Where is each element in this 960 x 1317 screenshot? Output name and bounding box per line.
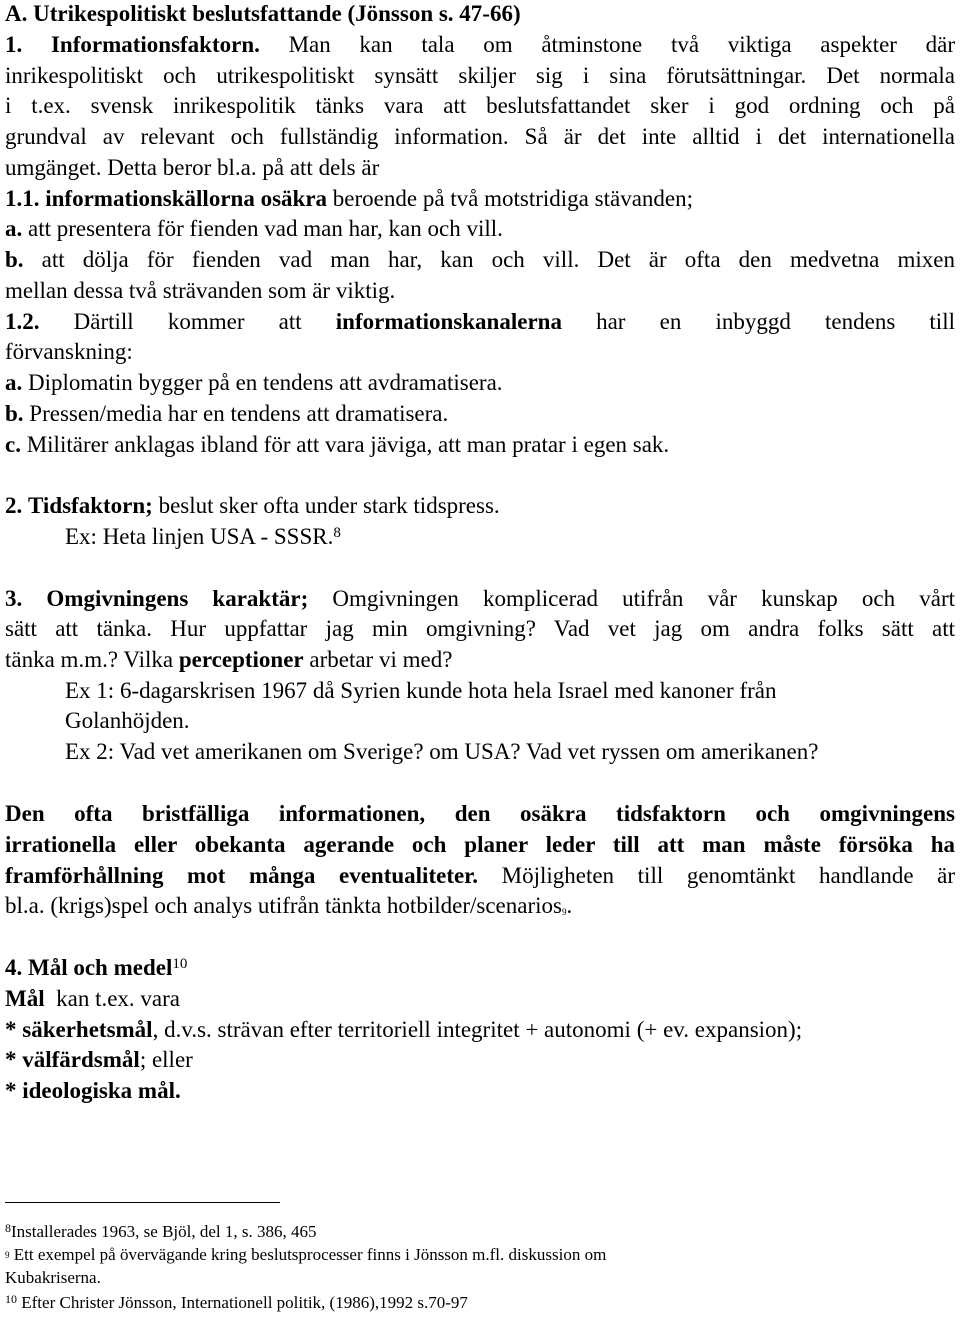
footnote-ref-9: 9 (561, 907, 567, 917)
para-2: 2. Tidsfaktorn; beslut sker ofta under stark tidspress. (5, 493, 500, 518)
para-4-mal: Mål kan t.ex. vara (5, 986, 180, 1011)
footnote-ref-8: 8 (333, 525, 341, 541)
subsection-1-2-c: c. Militärer anklagas ibland för att vara jäviga, att man pratar i egen sak. (5, 432, 670, 457)
para-1-line-5: umgänget. Detta beror bl.a. på att dels är (5, 155, 380, 180)
subsection-1-1-a: a. att presentera för fienden vad man har, kan och vill. (5, 216, 503, 241)
para-3-ex1-line-1: Ex 1: 6-dagarskrisen 1967 då Syrien kunde hota hela Israel med kanoner från (65, 678, 777, 703)
para-1-line-4: grundval av relevant och fullständig information. Så är det inte alltid i det internationella (5, 124, 955, 149)
footnote-9-line-2: Kubakriserna. (5, 1268, 101, 1287)
footnote-8: $^8$Installerades 1963, se Bjöl, del 1, s. 386, 465 (5, 1221, 317, 1241)
para-3-ex2: Ex 2: Vad vet amerikanen om Sverige? om USA? Vad vet ryssen om amerikanen? (65, 739, 819, 764)
subsection-1-2-b: b. Pressen/media har en tendens att dramatisera. (5, 401, 449, 426)
para-2-example: Ex: Heta linjen USA - SSSR.$^8$ (65, 524, 341, 549)
subsection-1-1: 1.1. informationskällorna osäkra beroende på två motstridiga stävanden; (5, 186, 693, 211)
para-4-item-2: * välfärdsmål; eller (5, 1047, 193, 1072)
para-3-line-1: 3. Omgivningens karaktär; Omgivningen komplicerad utifrån vår kunskap och vårt (5, 586, 955, 611)
subsection-1-2-cont: förvanskning: (5, 339, 133, 364)
para-3-line-3: tänka m.m.? Vilka perceptioner arbetar vi med? (5, 647, 453, 672)
subsection-1-1-b-cont: mellan dessa två strävanden som är viktig. (5, 278, 396, 303)
section-title: A. Utrikespolitiskt beslutsfattande (Jönsson s. 47-66) (5, 1, 521, 26)
footnote-10: $^{10}$ Efter Christer Jönsson, Internationell politik, (1986),1992 s.70-97 (5, 1292, 468, 1312)
footnote-ref-10: 10 (172, 956, 188, 972)
para-1-line-3: i t.ex. svensk inrikespolitik tänks vara att beslutsfattandet sker i god ordning och på (5, 93, 955, 118)
summary-line-1: Den ofta bristfälliga informationen, den osäkra tidsfaktorn och omgivningens (5, 801, 955, 826)
subsection-1-2-a: a. Diplomatin bygger på en tendens att avdramatisera. (5, 370, 503, 395)
summary-line-3: framförhållning mot många eventualiteter. Möjligheten till genomtänkt handlande är (5, 863, 955, 888)
para-3-ex1-line-2: Golanhöjden. (65, 708, 190, 733)
para-4-item-1: * säkerhetsmål, d.v.s. strävan efter territoriell integritet + autonomi (+ ev. expansion); (5, 1017, 803, 1042)
subsection-1-2: 1.2. Därtill kommer att informationskanalerna har en inbyggd tendens till (5, 309, 955, 334)
footnote-separator (5, 1202, 280, 1203)
para-1-line-1: 1. Informationsfaktorn. Man kan tala om åtminstone två viktiga aspekter där (5, 32, 956, 57)
subsection-1-1-b: b. att dölja för fienden vad man har, kan och vill. Det är ofta den medvetna mixen (5, 247, 955, 272)
footnote-9-line-1: $^9$ Ett exempel på övervägande kring beslutsprocesser finns i Jönsson m.fl. diskussion om (5, 1245, 607, 1264)
para-4-item-3: * ideologiska mål. (5, 1078, 181, 1103)
para-4-heading: 4. Mål och medel$^{10}$ (5, 955, 188, 980)
para-3-line-2: sätt att tänka. Hur uppfattar jag min omgivning? Vad vet jag om andra folks sätt att (5, 616, 955, 641)
para-1-line-2: inrikespolitiskt och utrikespolitiskt synsätt skiljer sig i sina förutsättningar. Det normala (5, 63, 955, 88)
summary-line-2: irrationella eller obekanta agerande och planer leder till att man måste försöka ha (5, 832, 955, 857)
summary-line-4: bl.a. (krigs)spel och analys utifrån tänkta hotbilder/scenarios$^9$. (5, 893, 573, 918)
